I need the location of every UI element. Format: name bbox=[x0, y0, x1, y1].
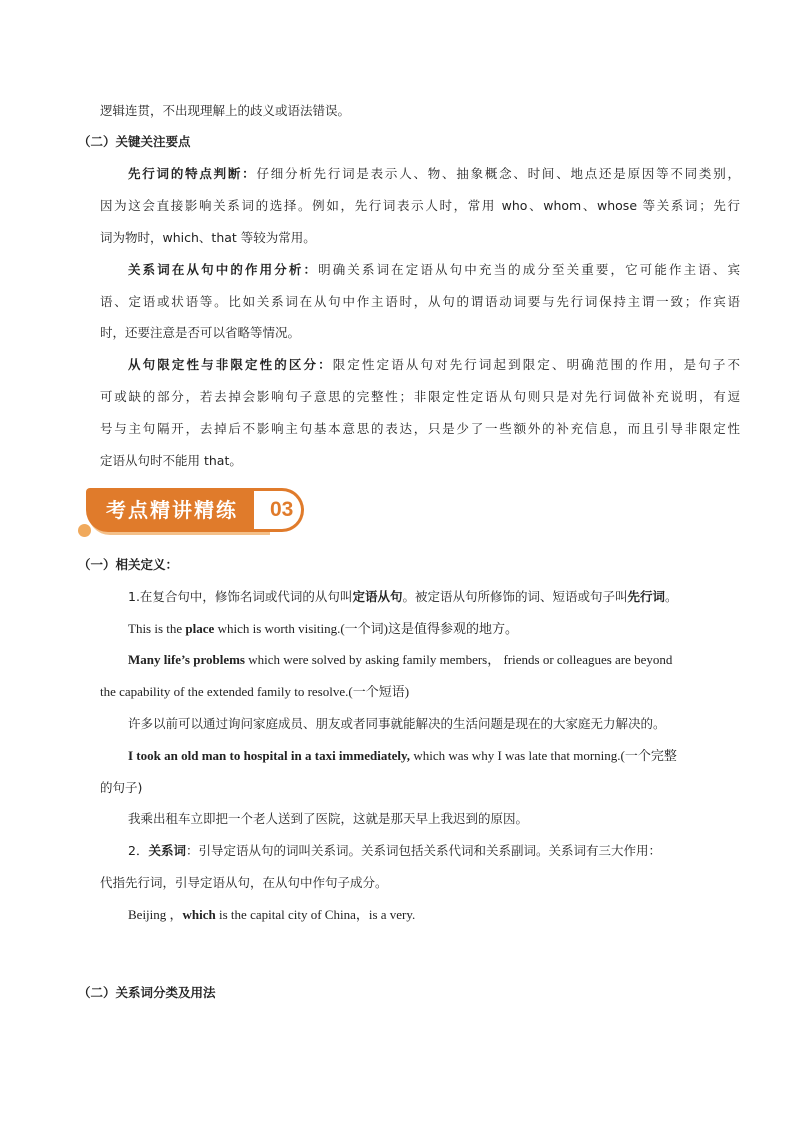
example2-line2: the capability of the extended family to resolve.(一个短语) bbox=[100, 684, 410, 699]
definition2-line2: 代指先行词，引导定语从句，在从句中作句子成分。 bbox=[100, 875, 388, 890]
example3-post: which was why I was late that morning.(一个完整 bbox=[410, 748, 677, 763]
example2-post: which were solved by asking family members， friends or colleagues are beyond bbox=[245, 652, 673, 667]
definition1-mid: 。被定语从句所修饰的词、短语或句子叫 bbox=[402, 589, 628, 604]
definition2-text: ：引导定语从句的词叫关系词。关系词包括关系代词和关系副词。关系词有三大作用： bbox=[185, 843, 661, 858]
point3-line4: 定语从句时不能用 that。 bbox=[100, 453, 242, 468]
definition1-pre: 1.在复合句中，修饰名词或代词的从句叫 bbox=[128, 589, 353, 604]
point1-text: 仔细分析先行词是表示人、物、抽象概念、时间、地点还是原因等不同类别， bbox=[256, 166, 740, 181]
point2-label: 关系词在从句中的作用分析： bbox=[128, 262, 319, 277]
example1-bold: place bbox=[185, 621, 215, 636]
term-relative-word: 关系词 bbox=[148, 843, 186, 858]
example4-bold: which bbox=[182, 907, 216, 922]
point1-line2: 因为这会直接影响关系词的选择。例如，先行词表示人时，常用 who、whom、whose 等关系词；先行 bbox=[100, 198, 740, 213]
example3-line2: 的句子) bbox=[100, 780, 143, 795]
banner-title: 考点精讲精练 bbox=[106, 498, 238, 522]
point3-line1 bbox=[128, 355, 740, 375]
point2-line2: 语、定语或状语等。比如关系词在从句中作主语时，从句的谓语动词要与先行词保持主谓一致；作宾语 bbox=[100, 294, 740, 309]
banner-number: 03 bbox=[270, 498, 294, 521]
section-banner bbox=[78, 488, 308, 538]
definition2-line1 bbox=[128, 841, 740, 861]
point1-line3: 词为物时，which、that 等较为常用。 bbox=[100, 230, 316, 245]
definition2-num: 2． bbox=[128, 843, 149, 858]
section-heading-relative-words: （二）关系词分类及用法 bbox=[78, 985, 216, 1000]
section-heading-key-points: （二）关键关注要点 bbox=[78, 134, 191, 149]
example4-pre: Beijing ， bbox=[128, 907, 183, 922]
point3-line2: 可或缺的部分，若去掉会影响句子意思的完整性；非限定性定语从句则只是对先行词做补充说明，有逗 bbox=[100, 389, 740, 404]
example1-pre: This is the bbox=[128, 621, 186, 636]
point2-line1 bbox=[128, 260, 740, 280]
point3-line3: 号与主句隔开，去掉后不影响主句基本意思的表达，只是少了一些额外的补充信息，而且引导非限定性 bbox=[100, 421, 740, 436]
example4 bbox=[128, 905, 740, 925]
point2-line3: 时，还要注意是否可以省略等情况。 bbox=[100, 325, 301, 340]
term-antecedent: 先行词 bbox=[627, 589, 665, 604]
example3-line1 bbox=[128, 746, 740, 766]
example1 bbox=[128, 619, 740, 639]
example3-translation: 我乘出租车立即把一个老人送到了医院，这就是那天早上我迟到的原因。 bbox=[128, 811, 529, 826]
point3-text: 限定性定语从句对先行词起到限定、明确范围的作用，是句子不 bbox=[332, 357, 740, 372]
definition-heading: （一）相关定义： bbox=[78, 557, 179, 572]
example2-translation: 许多以前可以通过询问家庭成员、朋友或者同事就能解决的生活问题是现在的大家庭无力解决的。 bbox=[128, 716, 666, 731]
banner-dot bbox=[78, 524, 91, 537]
point3-label: 从句限定性与非限定性的区分： bbox=[128, 357, 333, 372]
point2-text: 明确关系词在定语从句中充当的成分至关重要，它可能作主语、宾 bbox=[318, 262, 740, 277]
example4-post: is the capital city of China，is a very. bbox=[215, 907, 416, 922]
definition1 bbox=[128, 587, 740, 607]
example2-line1 bbox=[128, 650, 740, 670]
top-line: 逻辑连贯，不出现理解上的歧义或语法错误。 bbox=[100, 103, 351, 118]
example3-bold: I took an old man to hospital in a taxi immediately, bbox=[128, 748, 411, 763]
point1-line1 bbox=[128, 164, 740, 184]
example1-post: which is worth visiting.(一个词)这是值得参观的地方。 bbox=[214, 621, 518, 636]
term-attributive-clause: 定语从句 bbox=[352, 589, 403, 604]
example2-bold: Many life’s problems bbox=[128, 652, 245, 667]
point1-label: 先行词的特点判断： bbox=[128, 166, 257, 181]
definition1-end: 。 bbox=[664, 589, 678, 604]
